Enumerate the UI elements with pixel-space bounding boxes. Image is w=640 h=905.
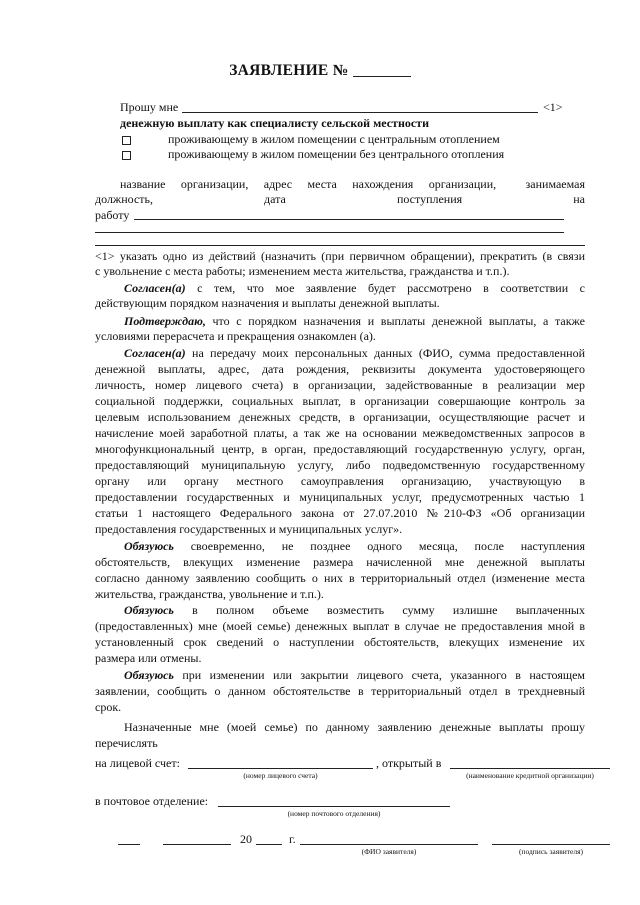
agree2-line-1: Согласен(а) на передачу моих персональных данных (ФИО, сумма предоставленной [124,346,585,360]
option-no-central-heating-label: проживающему в жилом помещении без центрального отопления [168,147,505,161]
account-number-field[interactable] [188,768,373,769]
month-field[interactable] [163,844,231,845]
oblige1-line: обстоятельств, влекущих изменение размера начисленной мне денежной выплаты [95,555,585,569]
post-office-field[interactable] [218,806,450,807]
post-office-label: в почтовое отделение: [95,794,209,808]
title-text: ЗАЯВЛЕНИЕ № [229,62,349,79]
agree1-line-1: Согласен(а) с тем, что мое заявление будет рассмотрено в соответствии с [124,281,585,295]
year-prefix: 20 [240,832,252,846]
post-office-caption: (номер почтового отделения) [287,809,381,818]
year-suffix: г. [289,832,296,846]
account-label: на лицевой счет: [95,756,180,770]
applicant-signature-field[interactable] [492,844,610,845]
agree2-line: предоставляющий муниципальную услугу, либо подведомственную государственному [95,458,585,472]
number-field[interactable] [353,76,411,77]
oblige1-last-line: жительства, гражданства, увольнение и т.п.). [95,587,324,601]
payment-line-1: Назначенные мне (моей семье) по данному заявлению денежные выплаты прошу [124,720,585,734]
option-central-heating-checkbox[interactable] [122,136,131,145]
opened-in-label: , открытый в [376,756,442,770]
agree1-line-2: действующим порядком назначения и выплаты денежной выплаты. [95,296,440,310]
agree2-line: целевым использованием денежных средств, в организации, осуществляющие расчет и [95,410,585,424]
bank-caption: (наименование кредитной организации) [466,771,594,780]
agree2-line: денежной выплаты, адрес, дата рождения, реквизиты документа удостоверяющего [95,362,585,376]
employment-line-1: название организации, адрес места нахождения организации, занимаемая [120,177,585,191]
oblige2-line: установленный срок сведений о наступлении обстоятельств, влекущих изменение их [95,635,585,649]
agree2-line: социальной поддержки, социальных выплат, в организации совершающие контроль за [95,394,585,408]
applicant-signature-caption: (подпись заявителя) [518,847,584,856]
agree2-line: органу или органу местного самоуправления организацию, участвующую в [95,474,585,488]
agree2-line: многофункциональный центр, в орган, предоставляющий государственную услугу, орган, [95,442,585,456]
year-field[interactable] [256,844,282,845]
employment-line-3: работу [95,208,130,222]
option-no-central-heating-checkbox[interactable] [122,151,131,160]
employment-line-2: должность, дата поступления на [95,192,585,206]
footnote-line-2: с увольнение с места работы; изменением места жительства, гражданства и т.п.). [95,264,510,278]
oblige1-line: согласно данному заявлению сообщить о них в территориальный отдел (изменение места [95,571,585,585]
oblige1-line-1: Обязуюсь своевременно, не позднее одного месяца, после наступления [124,539,585,553]
footnote-divider [95,245,585,246]
payment-line-2: перечислять [95,736,158,750]
agree2-line: начисление моей заработной платы, а так же на основании межведомственных запросов в [95,426,585,440]
confirm-line-2: условиями перерасчета и прекращения ознакомлен (а). [95,329,376,343]
action-field[interactable] [182,112,538,113]
oblige2-line: (предоставленных) мне (моей семье) денежных выплат в случае не предоставления мной в [95,619,585,633]
employment-field-1[interactable] [134,219,564,220]
page-title [0,62,640,80]
agree2-line: предоставлении государственных и муниципальных услуг, предусмотренных частью 1 [95,490,585,504]
confirm-line-1: Подтверждаю, что с порядком назначения и выплаты денежной выплаты, а также [124,314,585,328]
applicant-name-field[interactable] [300,844,478,845]
request-subject: денежную выплату как специалисту сельской местности [120,116,429,130]
oblige3-line: заявлении, сообщить о данном обстоятельстве в территориальный отдел в трехдневный [95,684,585,698]
bank-name-field[interactable] [450,768,610,769]
agree2-line: личность, номер лицевого счета) в организации, задействованные в реализации мер [95,378,585,392]
agree2-last-line: предоставления государственных и муниципальных услуг». [95,522,403,536]
oblige2-line-1: Обязуюсь в полном объеме возместить сумму излишне выплаченных [124,603,585,617]
option-central-heating-label: проживающему в жилом помещении с центральным отоплением [168,132,500,146]
footnote-marker: <1> [543,100,563,114]
oblige3-last-line: срок. [95,700,122,714]
footnote-line-1: <1> указать одно из действий (назначить (при первичном обращении), прекратить (в связи [95,249,585,263]
oblige3-line-1: Обязуюсь при изменении или закрытии лицевого счета, указанного в настоящем [124,668,585,682]
oblige2-last-line: размера или отмены. [95,651,202,665]
agree2-line: статьи 1 настоящего Федерального закона от 27.07.2010 №210-ФЗ «Об организации [95,506,585,520]
applicant-name-caption: (ФИО заявителя) [361,847,417,856]
account-caption: (номер лицевого счета) [243,771,318,780]
request-prefix: Прошу мне [120,100,179,114]
day-field[interactable] [118,844,140,845]
employment-field-2[interactable] [95,232,564,233]
